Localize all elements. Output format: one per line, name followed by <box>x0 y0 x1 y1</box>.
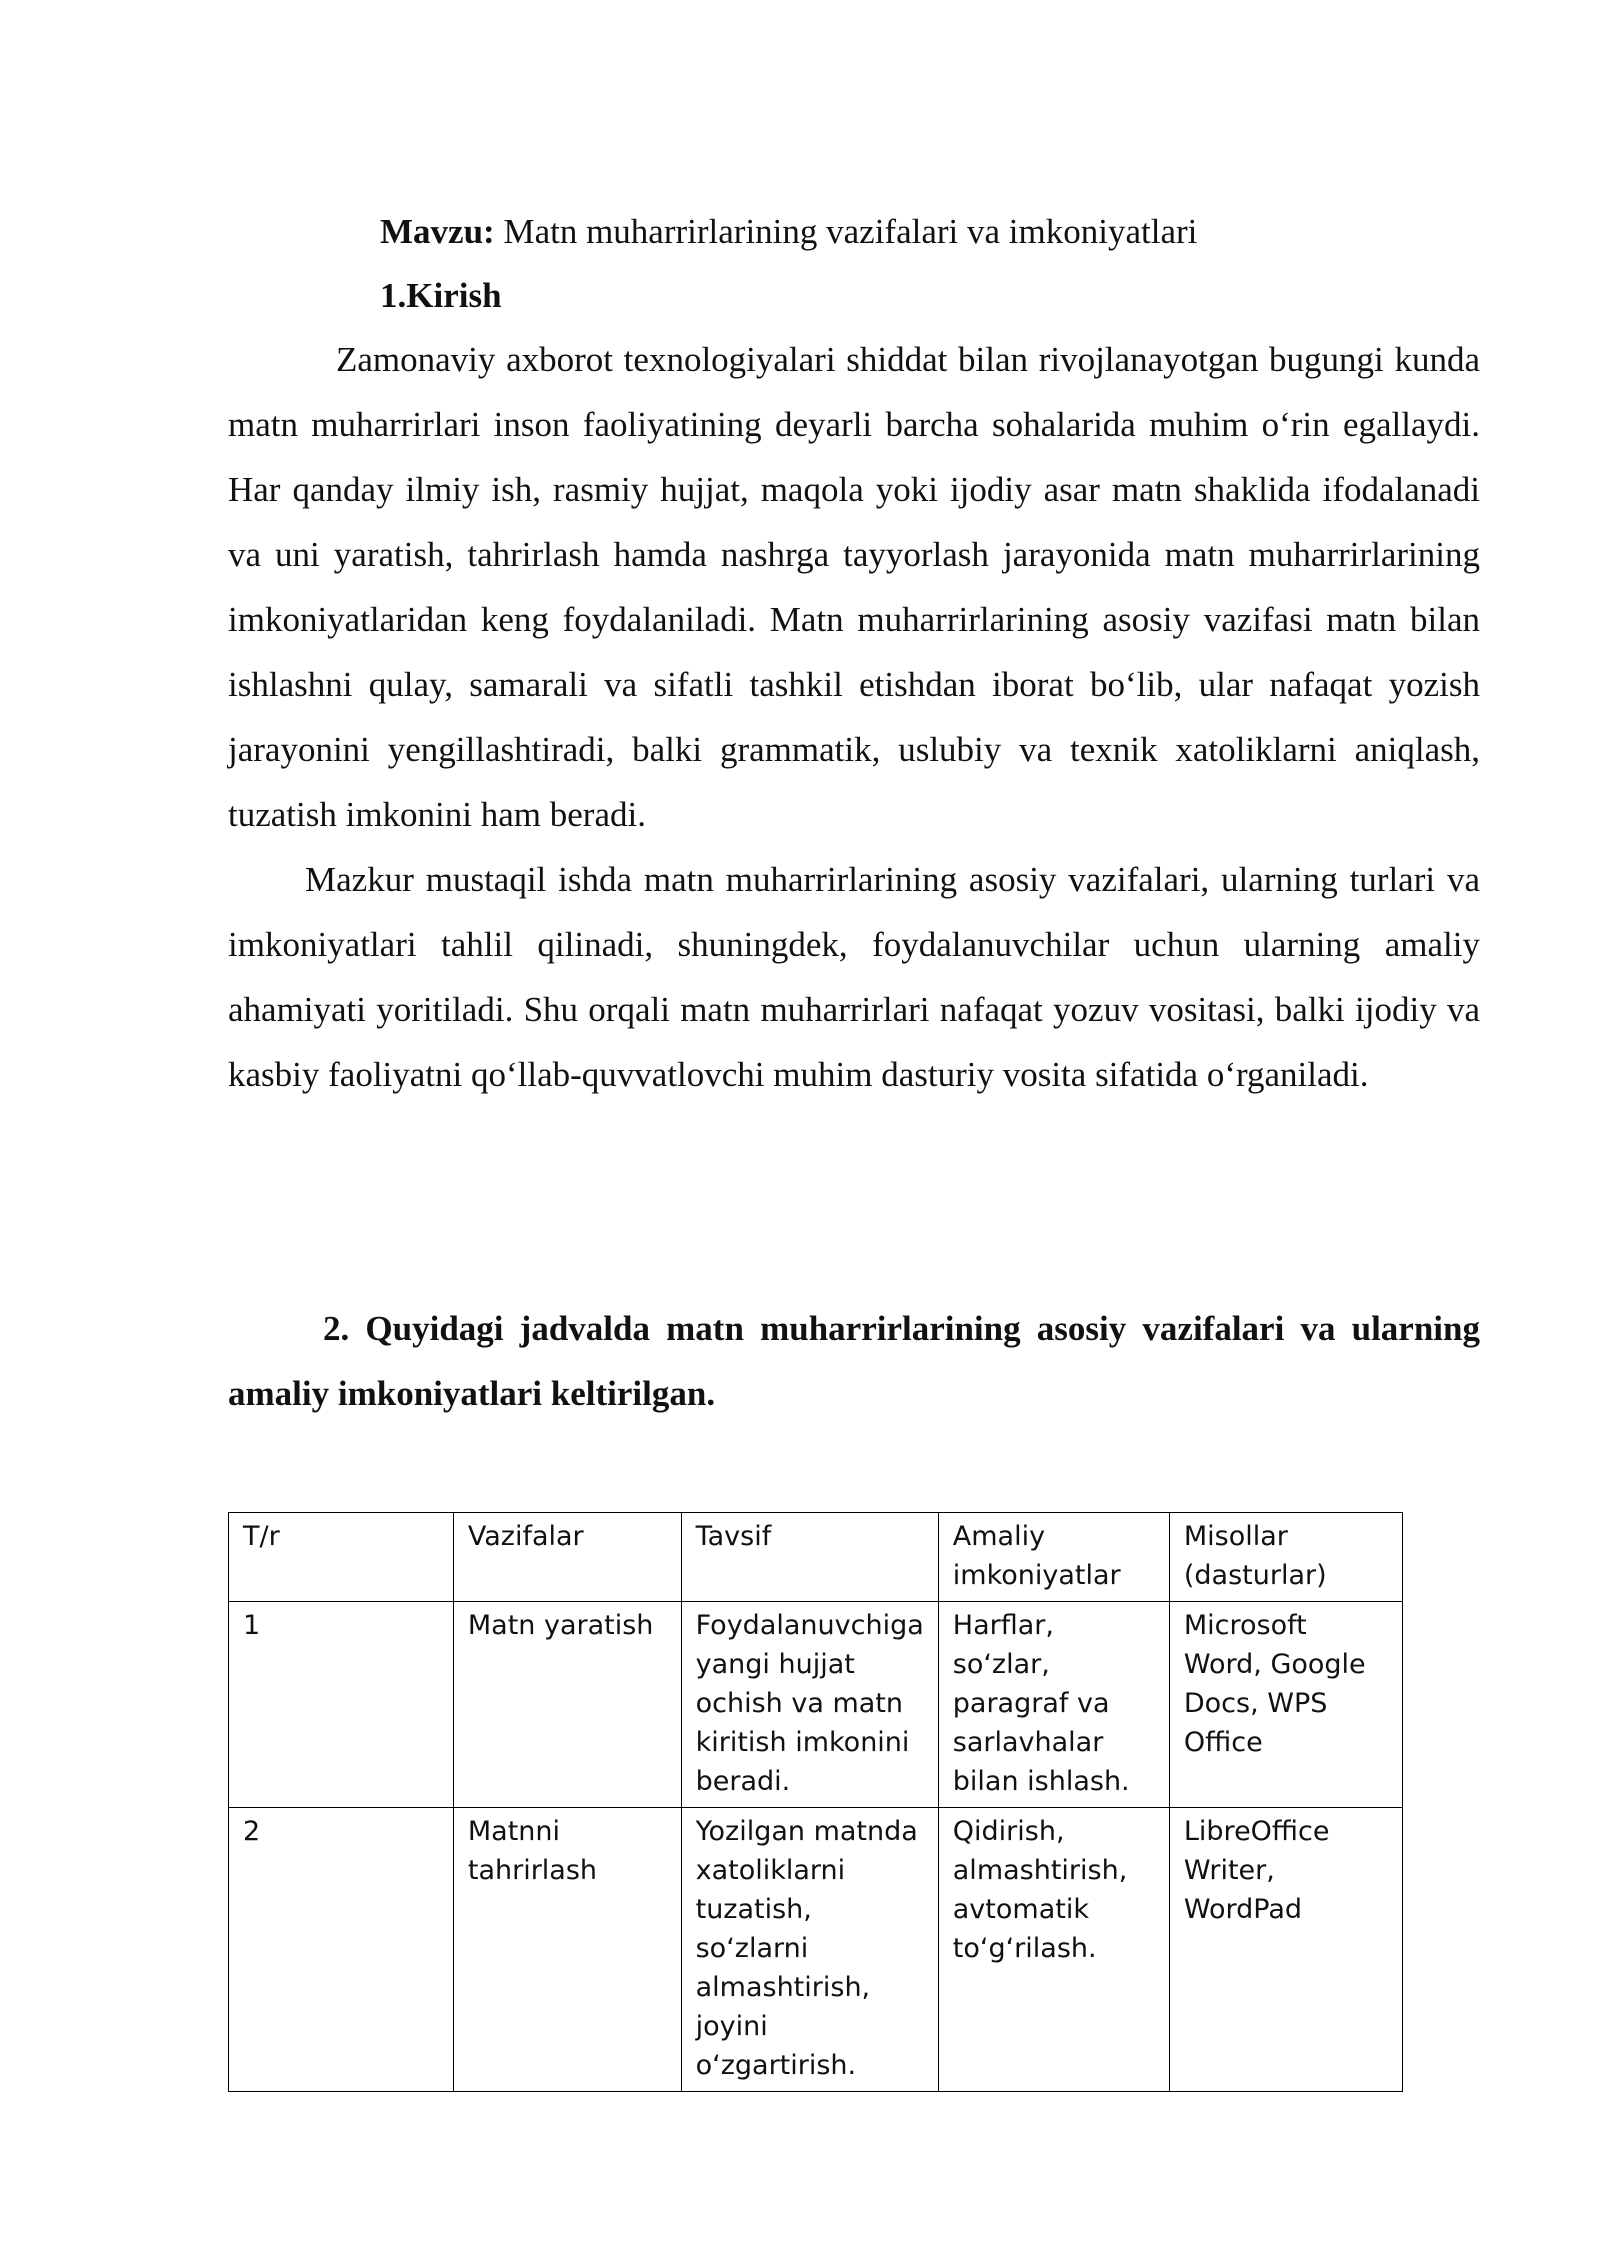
table-cell: LibreOffice Writer, WordPad <box>1169 1808 1402 2092</box>
intro-paragraph-1: Zamonaviy axborot texnologiyalari shiddat bilan rivojlanayotgan bugungi kunda matn muharrirlari inson faoliyatining deyarli barcha sohalarida muhim o‘rin egallaydi. Har qanday ilmiy ish, rasmiy hujjat, maqola yoki ijodiy asar matn shaklida ifodalanadi va uni yaratish, tahrirlash hamda nashrga tayyorlash jarayonida matn muharrirlarining imkoniyatlaridan keng foydalaniladi. Matn muharrirlarining asosiy vazifasi matn bilan ishlashni qulay, samarali va sifatli tashkil etishdan iborat bo‘lib, ular nafaqat yozish jarayonini yengillashtiradi, balki grammatik, uslubiy va texnik xatoliklarni aniqlash, tuzatish imkonini ham beradi. <box>228 340 1480 834</box>
topic-line <box>380 206 1197 258</box>
table-cell: Matnni tahrirlash <box>453 1808 681 2092</box>
topic-text: Matn muharrirlarining vazifalari va imkoniyatlari <box>494 212 1198 251</box>
table-header-cell: Misollar (dasturlar) <box>1169 1513 1402 1602</box>
table-cell: Harflar, so‘zlar, paragraf va sarlavhalar bilan ishlash. <box>938 1602 1169 1808</box>
intro-paragraph-2: Mazkur mustaqil ishda matn muharrirlarining asosiy vazifalari, ularning turlari va imkoniyatlari tahlil qilinadi, shuningdek, foydalanuvchilar uchun ularning amaliy ahamiyati yoritiladi. Shu orqali matn muharrirlari nafaqat yozuv vositasi, balki ijodiy va kasbiy faoliyatni qo‘llab-quvvatlovchi muhim dasturiy vosita sifatida o‘rganiladi. <box>228 860 1480 1094</box>
table-row <box>229 1808 1403 2092</box>
table-header-cell: Vazifalar <box>453 1513 681 1602</box>
table-header-cell: Amaliy imkoniyatlar <box>938 1513 1169 1602</box>
table-cell: Yozilgan matnda xatoliklarni tuzatish, so‘zlarni almashtirish, joyini o‘zgartirish. <box>681 1808 938 2092</box>
topic-label: Mavzu: <box>380 212 495 251</box>
table-cell: Qidirish, almashtirish, avtomatik to‘g‘rilash. <box>938 1808 1169 2092</box>
table-cell: Matn yaratish <box>453 1602 681 1808</box>
functions-table <box>228 1512 1403 2092</box>
section1-heading: 1.Kirish <box>380 276 502 315</box>
section2-heading: 2. Quyidagi jadvalda matn muharrirlarining asosiy vazifalari va ularning amaliy imkoniyatlari keltirilgan. <box>228 1309 1480 1413</box>
table-cell: 1 <box>229 1602 454 1808</box>
table-cell: Foydalanuvchiga yangi hujjat ochish va matn kiritish imkonini beradi. <box>681 1602 938 1808</box>
table-header-cell: T/r <box>229 1513 454 1602</box>
table-cell: 2 <box>229 1808 454 2092</box>
table-header-cell: Tavsif <box>681 1513 938 1602</box>
table-cell: Microsoft Word, Google Docs, WPS Office <box>1169 1602 1402 1808</box>
table-header-row <box>229 1513 1403 1602</box>
table-row <box>229 1602 1403 1808</box>
